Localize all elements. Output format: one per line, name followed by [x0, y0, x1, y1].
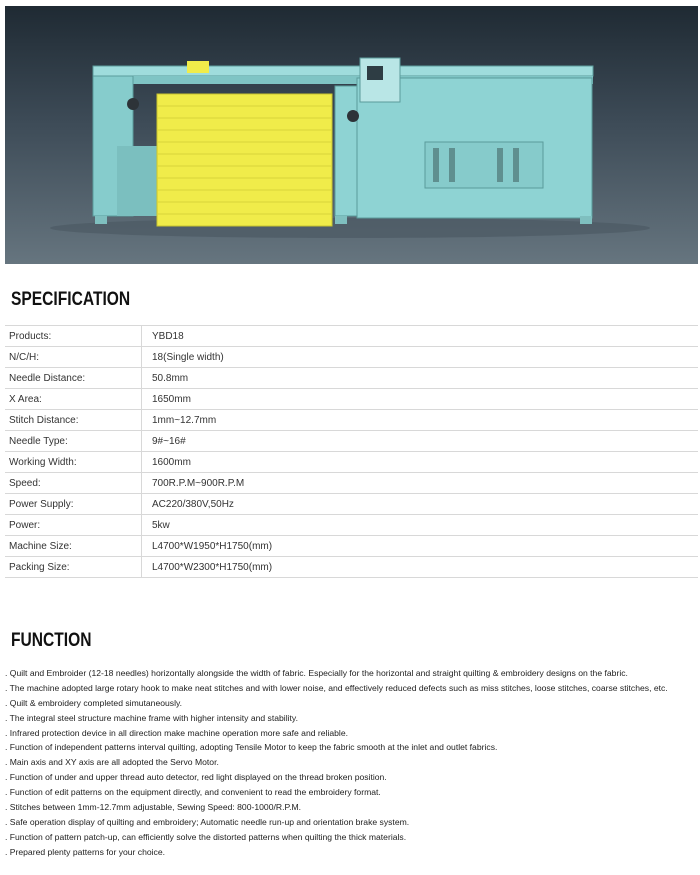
- spec-label: Speed:: [5, 473, 142, 494]
- spec-value: L4700*W2300*H1750(mm): [142, 557, 699, 578]
- function-item: . Stitches between 1mm-12.7mm adjustable, Sewing Speed: 800-1000/R.P.M.: [5, 802, 302, 813]
- spec-label: Packing Size:: [5, 557, 142, 578]
- spec-row: [5, 452, 698, 473]
- function-list: [5, 666, 698, 860]
- spec-label: N/C/H:: [5, 347, 142, 368]
- spec-row: [5, 347, 698, 368]
- spec-row: [5, 536, 698, 557]
- spec-value: 50.8mm: [142, 368, 699, 389]
- product-photo: [5, 6, 698, 264]
- spec-row: [5, 473, 698, 494]
- spec-label: Machine Size:: [5, 536, 142, 557]
- quilting-machine-illustration: [5, 6, 698, 264]
- spec-row: [5, 494, 698, 515]
- spec-row: [5, 389, 698, 410]
- function-item: . Function of independent patterns interval quilting, adopting Tensile Motor to keep the fabric smooth at the inlet and outlet fabrics.: [5, 742, 498, 753]
- spec-label: Stitch Distance:: [5, 410, 142, 431]
- function-item: . Infrared protection device in all direction make machine operation more safe and reliable.: [5, 727, 348, 738]
- function-item: . Quilt & embroidery completed simutaneously.: [5, 697, 183, 708]
- spec-value: 1600mm: [142, 452, 699, 473]
- spec-label: Products:: [5, 326, 142, 347]
- function-item: . Function of pattern patch-up, can efficiently solve the distorted patterns when quilting the thick materials.: [5, 831, 407, 842]
- function-item: . Quilt and Embroider (12-18 needles) horizontally alongside the width of fabric. Especially for the horizontal and straight quilting & embroidery designs on the fabric.: [5, 668, 628, 678]
- spec-label: X Area:: [5, 389, 142, 410]
- spec-value: 1mm~12.7mm: [142, 410, 699, 431]
- function-item: . The machine adopted large rotary hook to make neat stitches and with lower noise, and effectively reduced defects such as miss stitches, loose stitches, coarse stitches, etc.: [5, 682, 668, 693]
- spec-row: [5, 326, 698, 347]
- spec-row: [5, 557, 698, 578]
- spec-value: 700R.P.M~900R.P.M: [142, 473, 699, 494]
- specification-table: [5, 325, 698, 578]
- spec-value: L4700*W1950*H1750(mm): [142, 536, 699, 557]
- function-item: . Function of edit patterns on the equipment directly, and convenient to read the embroidery format.: [5, 787, 381, 798]
- function-item: . Main axis and XY axis are all adopted the Servo Motor.: [5, 757, 219, 768]
- spec-value: AC220/380V,50Hz: [142, 494, 699, 515]
- spec-value: 9#~16#: [142, 431, 699, 452]
- spec-value: 1650mm: [142, 389, 699, 410]
- spec-row: [5, 515, 698, 536]
- spec-label: Needle Distance:: [5, 368, 142, 389]
- spec-label: Power Supply:: [5, 494, 142, 515]
- spec-label: Power:: [5, 515, 142, 536]
- function-item: . Prepared plenty patterns for your choice.: [5, 846, 166, 857]
- function-item: . The integral steel structure machine frame with higher intensity and stability.: [5, 712, 298, 723]
- specification-heading: SPECIFICATION: [11, 289, 131, 310]
- spec-row: [5, 368, 698, 389]
- function-item: . Function of under and upper thread auto detector, red light displayed on the thread broken position.: [5, 772, 387, 783]
- spec-value: 18(Single width): [142, 347, 699, 368]
- spec-value: 5kw: [142, 515, 699, 536]
- spec-label: Working Width:: [5, 452, 142, 473]
- function-heading: FUNCTION: [11, 630, 92, 651]
- function-item: . Safe operation display of quilting and embroidery; Automatic needle run-up and orientation brake system.: [5, 816, 410, 827]
- spec-row: [5, 410, 698, 431]
- spec-value: YBD18: [142, 326, 699, 347]
- spec-row: [5, 431, 698, 452]
- spec-label: Needle Type:: [5, 431, 142, 452]
